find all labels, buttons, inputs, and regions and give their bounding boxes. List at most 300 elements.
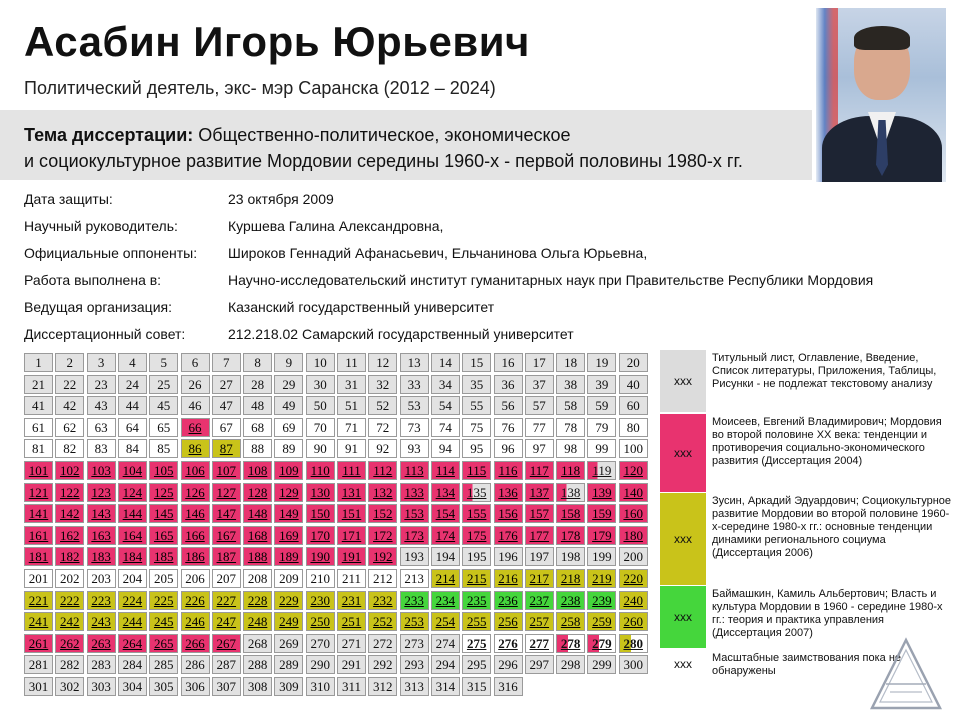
page-cell: 228 — [243, 591, 272, 610]
page-cell: 152 — [368, 504, 397, 523]
page-cell: 225 — [149, 591, 178, 610]
page-cell: 76 — [494, 418, 523, 437]
page-cell: 6 — [181, 353, 210, 372]
page-cell: 315 — [462, 677, 491, 696]
page-cell: 186 — [181, 547, 210, 566]
topic-text — [24, 122, 814, 174]
page-cell: 195 — [462, 547, 491, 566]
page-cell: 204 — [118, 569, 147, 588]
page-cell: 120 — [619, 461, 648, 480]
page-cell: 141 — [24, 504, 53, 523]
page-cell: 241 — [24, 612, 53, 631]
page-cell: 287 — [212, 655, 241, 674]
page-cell: 161 — [24, 526, 53, 545]
page-cell: 281 — [24, 655, 53, 674]
page-cell: 173 — [400, 526, 429, 545]
page-cell: 258 — [556, 612, 585, 631]
page-cell: 137 — [525, 483, 554, 502]
page-cell: 166 — [181, 526, 210, 545]
page-cell: 3 — [87, 353, 116, 372]
page-cell: 14 — [431, 353, 460, 372]
page-cell: 119 — [587, 461, 616, 480]
page-cell: 72 — [368, 418, 397, 437]
legend-swatch: xxx — [660, 586, 706, 648]
info-label: Официальные оппоненты: — [24, 245, 198, 261]
page-cell: 52 — [368, 396, 397, 415]
page-cell: 36 — [494, 375, 523, 394]
page-cell: 151 — [337, 504, 366, 523]
page-cell: 212 — [368, 569, 397, 588]
page-cell: 168 — [243, 526, 272, 545]
page-cell: 304 — [118, 677, 147, 696]
page-cell: 59 — [587, 396, 616, 415]
page-cell: 311 — [337, 677, 366, 696]
page-cell: 280 — [619, 634, 648, 653]
page-cell: 266 — [181, 634, 210, 653]
page-cell: 278 — [556, 634, 585, 653]
page-cell: 273 — [400, 634, 429, 653]
page-cell: 67 — [212, 418, 241, 437]
page-cell: 26 — [181, 375, 210, 394]
page-cell: 127 — [212, 483, 241, 502]
page-cell: 110 — [306, 461, 335, 480]
page-cell: 128 — [243, 483, 272, 502]
page-cell: 125 — [149, 483, 178, 502]
page-cell: 53 — [400, 396, 429, 415]
page-cell: 147 — [212, 504, 241, 523]
page-cell: 240 — [619, 591, 648, 610]
page-cell: 312 — [368, 677, 397, 696]
page-cell: 148 — [243, 504, 272, 523]
page-cell: 234 — [431, 591, 460, 610]
page-cell: 298 — [556, 655, 585, 674]
page-cell: 48 — [243, 396, 272, 415]
page-cell: 189 — [274, 547, 303, 566]
page-cell: 102 — [55, 461, 84, 480]
page-cell: 143 — [87, 504, 116, 523]
page-cell: 249 — [274, 612, 303, 631]
page-cell: 215 — [462, 569, 491, 588]
page-cell: 170 — [306, 526, 335, 545]
legend-text: Зусин, Аркадий Эдуардович; Социокультурное развитие Мордовии во второй половине 1960-х-середине 1980-х гг.: основные тенденции динамики регионального социума (Диссертация 2006) — [712, 495, 952, 559]
page-cell: 23 — [87, 375, 116, 394]
page-cell: 188 — [243, 547, 272, 566]
page-cell: 156 — [494, 504, 523, 523]
page-cell: 201 — [24, 569, 53, 588]
page-cell: 269 — [274, 634, 303, 653]
page-cell: 211 — [337, 569, 366, 588]
page-cell: 221 — [24, 591, 53, 610]
page-cell: 93 — [400, 439, 429, 458]
page-cell: 118 — [556, 461, 585, 480]
page-cell: 270 — [306, 634, 335, 653]
page-cell: 254 — [431, 612, 460, 631]
page-cell: 253 — [400, 612, 429, 631]
page-cell: 74 — [431, 418, 460, 437]
page-cell: 305 — [149, 677, 178, 696]
page-cell: 114 — [431, 461, 460, 480]
page-cell: 265 — [149, 634, 178, 653]
page-cell: 282 — [55, 655, 84, 674]
page-cell: 144 — [118, 504, 147, 523]
legend-swatch: xxx — [660, 650, 706, 678]
page-cell: 313 — [400, 677, 429, 696]
info-value: Казанский государственный университет — [228, 299, 495, 315]
page-cell: 150 — [306, 504, 335, 523]
page-cell: 71 — [337, 418, 366, 437]
page-cell: 288 — [243, 655, 272, 674]
page-cell: 246 — [181, 612, 210, 631]
page-cell: 175 — [462, 526, 491, 545]
page-cell: 85 — [149, 439, 178, 458]
page-cell: 276 — [494, 634, 523, 653]
page-cell: 100 — [619, 439, 648, 458]
page-cell: 69 — [274, 418, 303, 437]
page-cell: 121 — [24, 483, 53, 502]
page-cell: 96 — [494, 439, 523, 458]
page-cell: 49 — [274, 396, 303, 415]
page-cell: 9 — [274, 353, 303, 372]
legend-text: Баймашкин, Камиль Альбертович; Власть и культура Мордовии в 1960 - середине 1980-х гг.: теория и практика управления (Диссертация 2007) — [712, 588, 943, 639]
page-cell: 54 — [431, 396, 460, 415]
page-cell: 291 — [337, 655, 366, 674]
page-cell: 274 — [431, 634, 460, 653]
page-cell: 106 — [181, 461, 210, 480]
page-cell: 182 — [55, 547, 84, 566]
legend-text: Титульный лист, Оглавление, Введение, Список литературы, Приложения, Таблицы, Рисунки - не подлежат текстовому анализу — [712, 352, 937, 390]
page-cell: 116 — [494, 461, 523, 480]
page-cell: 111 — [337, 461, 366, 480]
page-cell: 28 — [243, 375, 272, 394]
page-cell: 79 — [587, 418, 616, 437]
topic-line1: Общественно-политическое, экономическое — [198, 125, 571, 145]
page-cell: 8 — [243, 353, 272, 372]
page-cell: 309 — [274, 677, 303, 696]
page-cell: 22 — [55, 375, 84, 394]
page-cell: 131 — [337, 483, 366, 502]
page-cell: 153 — [400, 504, 429, 523]
page-cell: 271 — [337, 634, 366, 653]
page-cell: 180 — [619, 526, 648, 545]
page-cell: 196 — [494, 547, 523, 566]
legend-text: Масштабные заимствования пока не обнаружены — [712, 652, 902, 677]
page-cell: 99 — [587, 439, 616, 458]
page-cell: 11 — [337, 353, 366, 372]
page-cell: 80 — [619, 418, 648, 437]
info-label: Ведущая организация: — [24, 299, 172, 315]
page-cell: 162 — [55, 526, 84, 545]
page-cell: 314 — [431, 677, 460, 696]
page-cell: 4 — [118, 353, 147, 372]
page-cell: 1 — [24, 353, 53, 372]
page-cell: 78 — [556, 418, 585, 437]
page-cell: 277 — [525, 634, 554, 653]
page-cell: 61 — [24, 418, 53, 437]
page-cell: 24 — [118, 375, 147, 394]
page-cell: 202 — [55, 569, 84, 588]
page-cell: 272 — [368, 634, 397, 653]
page-subtitle: Политический деятель, экс- мэр Саранска (2012 – 2024) — [24, 78, 496, 98]
page-cell: 251 — [337, 612, 366, 631]
page-cell: 115 — [462, 461, 491, 480]
info-value: Научно-исследовательский институт гуманитарных наук при Правительстве Республики Мордовия — [228, 272, 874, 288]
page-cell: 43 — [87, 396, 116, 415]
page-cell: 203 — [87, 569, 116, 588]
info-label: Научный руководитель: — [24, 218, 178, 234]
page-cell: 21 — [24, 375, 53, 394]
page-cell: 34 — [431, 375, 460, 394]
page-cell: 139 — [587, 483, 616, 502]
info-value: Широков Геннадий Афанасьевич, Ельчанинова Ольга Юрьевна, — [228, 245, 648, 261]
page-cell: 243 — [87, 612, 116, 631]
page-cell: 218 — [556, 569, 585, 588]
page-cell: 233 — [400, 591, 429, 610]
page-cell: 94 — [431, 439, 460, 458]
page-cell: 12 — [368, 353, 397, 372]
page-cell: 155 — [462, 504, 491, 523]
page-cell: 37 — [525, 375, 554, 394]
page-cell: 122 — [55, 483, 84, 502]
page-cell: 10 — [306, 353, 335, 372]
seal-stamp — [868, 636, 944, 714]
topic-label: Тема диссертации: — [24, 125, 194, 145]
page-cell: 224 — [118, 591, 147, 610]
page-cell: 45 — [149, 396, 178, 415]
page-cell: 172 — [368, 526, 397, 545]
page-cell: 105 — [149, 461, 178, 480]
page-cell: 232 — [368, 591, 397, 610]
page-cell: 261 — [24, 634, 53, 653]
page-cell: 126 — [181, 483, 210, 502]
legend-swatch: xxx — [660, 414, 706, 492]
page-cell: 42 — [55, 396, 84, 415]
page-cell: 92 — [368, 439, 397, 458]
page-cell: 194 — [431, 547, 460, 566]
page-cell: 30 — [306, 375, 335, 394]
page-cell: 247 — [212, 612, 241, 631]
page-cell: 239 — [587, 591, 616, 610]
page-cell: 84 — [118, 439, 147, 458]
page-cell: 227 — [212, 591, 241, 610]
page-cell: 5 — [149, 353, 178, 372]
page-cell: 163 — [87, 526, 116, 545]
page-cell: 50 — [306, 396, 335, 415]
page-cell: 70 — [306, 418, 335, 437]
page-cell: 164 — [118, 526, 147, 545]
page-cell: 29 — [274, 375, 303, 394]
page-cell: 63 — [87, 418, 116, 437]
page-cell: 220 — [619, 569, 648, 588]
page-cell: 191 — [337, 547, 366, 566]
legend-text: Моисеев, Евгений Владимирович; Мордовия во второй половине XX века: тенденции и противоречия социально-экономического развития (Диссертация 2004) — [712, 416, 942, 467]
page-cell: 39 — [587, 375, 616, 394]
page-cell: 264 — [118, 634, 147, 653]
page-cell: 124 — [118, 483, 147, 502]
page-cell: 213 — [400, 569, 429, 588]
page-cell: 285 — [149, 655, 178, 674]
page-cell: 307 — [212, 677, 241, 696]
page-cell: 259 — [587, 612, 616, 631]
page-cell: 230 — [306, 591, 335, 610]
page-cell: 130 — [306, 483, 335, 502]
page-cell: 58 — [556, 396, 585, 415]
page-cell: 252 — [368, 612, 397, 631]
page-cell: 263 — [87, 634, 116, 653]
page-cell: 207 — [212, 569, 241, 588]
page-cell: 242 — [55, 612, 84, 631]
info-value: 212.218.02 Самарский государственный университет — [228, 326, 574, 342]
page-cell: 65 — [149, 418, 178, 437]
page-cell: 98 — [556, 439, 585, 458]
page-cell: 268 — [243, 634, 272, 653]
page-cell: 68 — [243, 418, 272, 437]
page-cell: 146 — [181, 504, 210, 523]
page-cell: 81 — [24, 439, 53, 458]
page-cell: 35 — [462, 375, 491, 394]
page-cell: 244 — [118, 612, 147, 631]
page-cell: 112 — [368, 461, 397, 480]
page-cell: 19 — [587, 353, 616, 372]
topic-line2: и социокультурное развитие Мордовии середины 1960-х - первой половины 1980-х гг. — [24, 151, 743, 171]
page-cell: 193 — [400, 547, 429, 566]
page-cell: 183 — [87, 547, 116, 566]
page-cell: 154 — [431, 504, 460, 523]
page-cell: 62 — [55, 418, 84, 437]
page-cell: 107 — [212, 461, 241, 480]
page-cell: 55 — [462, 396, 491, 415]
page-cell: 223 — [87, 591, 116, 610]
page-title: Асабин Игорь Юрьевич — [24, 18, 530, 65]
page-cell: 284 — [118, 655, 147, 674]
page-cell: 60 — [619, 396, 648, 415]
page-cell: 216 — [494, 569, 523, 588]
page-cell: 262 — [55, 634, 84, 653]
page-cell: 308 — [243, 677, 272, 696]
page-cell: 56 — [494, 396, 523, 415]
page-cell: 47 — [212, 396, 241, 415]
page-cell: 292 — [368, 655, 397, 674]
legend-swatch: xxx — [660, 350, 706, 412]
page-cell: 129 — [274, 483, 303, 502]
page-cell: 169 — [274, 526, 303, 545]
page-cell: 294 — [431, 655, 460, 674]
page-cell: 157 — [525, 504, 554, 523]
page-cell: 138 — [556, 483, 585, 502]
page-cell: 178 — [556, 526, 585, 545]
page-cell: 32 — [368, 375, 397, 394]
page-cell: 75 — [462, 418, 491, 437]
page-cell: 302 — [55, 677, 84, 696]
page-cell: 97 — [525, 439, 554, 458]
page-cell: 192 — [368, 547, 397, 566]
page-cell: 190 — [306, 547, 335, 566]
page-cell: 16 — [494, 353, 523, 372]
page-cell: 149 — [274, 504, 303, 523]
page-cell: 290 — [306, 655, 335, 674]
info-label: Диссертационный совет: — [24, 326, 186, 342]
page-cell: 44 — [118, 396, 147, 415]
page-cell: 171 — [337, 526, 366, 545]
page-cell: 238 — [556, 591, 585, 610]
page-cell: 13 — [400, 353, 429, 372]
page-cell: 51 — [337, 396, 366, 415]
page-cell: 33 — [400, 375, 429, 394]
page-cell: 209 — [274, 569, 303, 588]
page-cell: 38 — [556, 375, 585, 394]
page-cell: 2 — [55, 353, 84, 372]
page-cell: 289 — [274, 655, 303, 674]
page-cell: 140 — [619, 483, 648, 502]
page-cell: 142 — [55, 504, 84, 523]
page-cell: 90 — [306, 439, 335, 458]
page-cell: 306 — [181, 677, 210, 696]
page-cell: 219 — [587, 569, 616, 588]
page-cell: 255 — [462, 612, 491, 631]
page-cell: 132 — [368, 483, 397, 502]
page-cell: 108 — [243, 461, 272, 480]
page-cell: 316 — [494, 677, 523, 696]
page-cell: 158 — [556, 504, 585, 523]
info-value: 23 октября 2009 — [228, 191, 334, 207]
page-cell: 77 — [525, 418, 554, 437]
page-cell: 41 — [24, 396, 53, 415]
page-cell: 297 — [525, 655, 554, 674]
page-cell: 7 — [212, 353, 241, 372]
page-cell: 89 — [274, 439, 303, 458]
page-cell: 176 — [494, 526, 523, 545]
page-cell: 109 — [274, 461, 303, 480]
page-cell: 133 — [400, 483, 429, 502]
page-cell: 236 — [494, 591, 523, 610]
page-cell: 199 — [587, 547, 616, 566]
page-cell: 310 — [306, 677, 335, 696]
info-label: Работа выполнена в: — [24, 272, 162, 288]
page-cell: 64 — [118, 418, 147, 437]
page-cell: 134 — [431, 483, 460, 502]
page-cell: 66 — [181, 418, 210, 437]
page-cell: 103 — [87, 461, 116, 480]
page-cell: 250 — [306, 612, 335, 631]
page-cell: 286 — [181, 655, 210, 674]
page-cell: 197 — [525, 547, 554, 566]
page-cell: 222 — [55, 591, 84, 610]
page-cell: 303 — [87, 677, 116, 696]
page-cell: 145 — [149, 504, 178, 523]
page-cell: 46 — [181, 396, 210, 415]
page-cell: 226 — [181, 591, 210, 610]
page-cell: 123 — [87, 483, 116, 502]
page-cell: 235 — [462, 591, 491, 610]
page-cell: 174 — [431, 526, 460, 545]
page-cell: 229 — [274, 591, 303, 610]
page-cell: 181 — [24, 547, 53, 566]
page-cell: 27 — [212, 375, 241, 394]
page-cell: 87 — [212, 439, 241, 458]
portrait-photo — [816, 8, 946, 182]
page-cell: 237 — [525, 591, 554, 610]
legend-swatch: xxx — [660, 493, 706, 585]
page-cell: 275 — [462, 634, 491, 653]
page-cell: 217 — [525, 569, 554, 588]
page-cell: 205 — [149, 569, 178, 588]
page-cell: 160 — [619, 504, 648, 523]
info-value: Куршева Галина Александровна, — [228, 218, 444, 234]
page-cell: 101 — [24, 461, 53, 480]
page-cell: 245 — [149, 612, 178, 631]
page-cell: 165 — [149, 526, 178, 545]
page-cell: 104 — [118, 461, 147, 480]
page-cell: 256 — [494, 612, 523, 631]
